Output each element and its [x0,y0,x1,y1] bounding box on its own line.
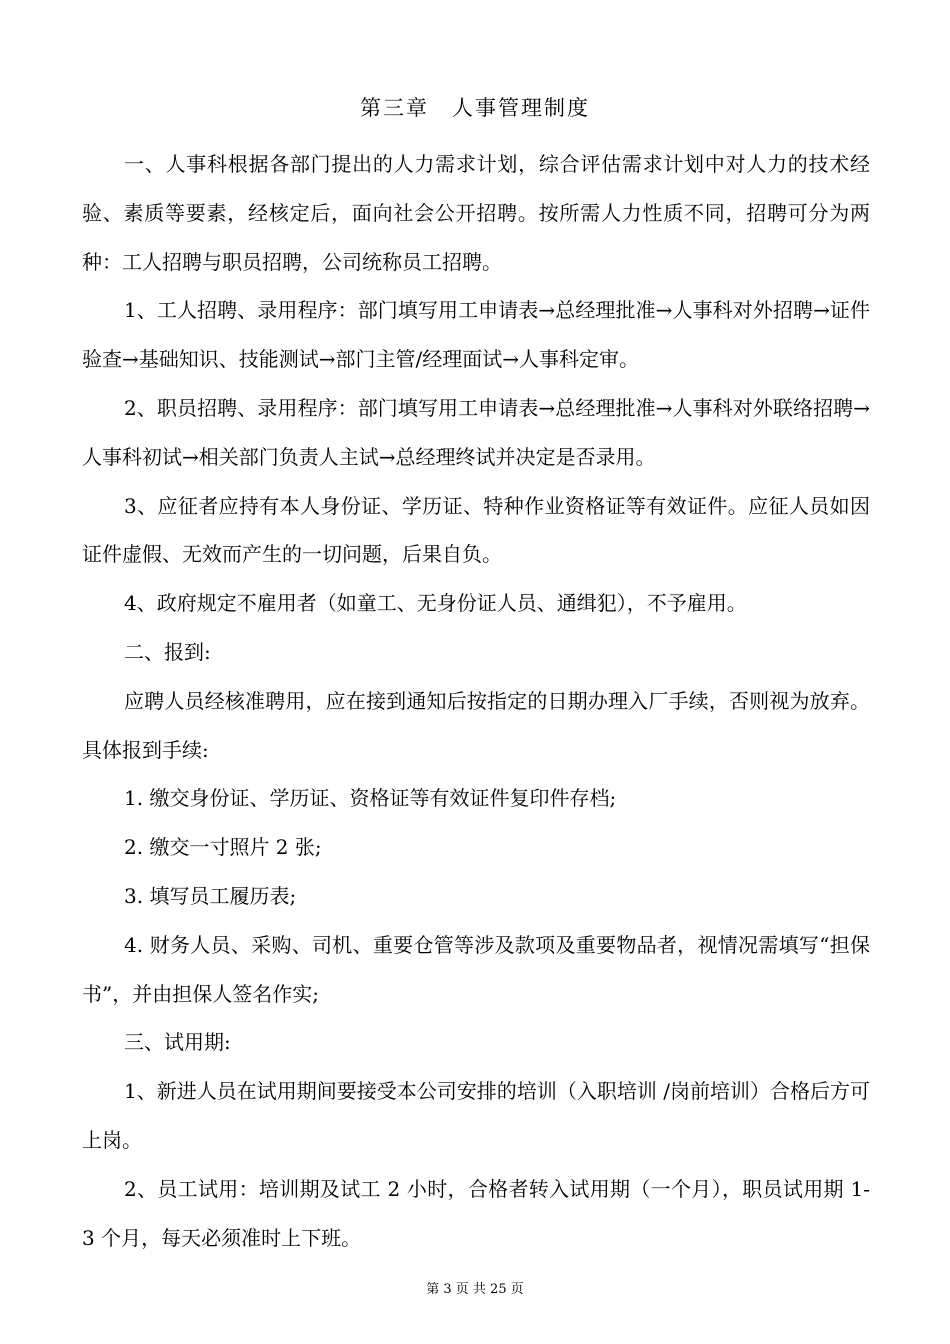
paragraph-probation-period: 2、员工试用：培训期及试工 2 小时，合格者转入试用期（一个月），职员试用期 1-3 个月，每天必须准时上下班。 [82,1176,870,1250]
paragraph-required-documents: 3、应征者应持有本人身份证、学历证、特种作业资格证等有效证件。应征人员如因证件虚假、无效而产生的一切问题，后果自负。 [82,493,870,567]
paragraph-prohibited-hires: 4、政府规定不雇用者（如童工、无身份证人员、通缉犯），不予雇用。 [124,591,747,616]
paragraph-probation-training: 1、新进人员在试用期间要接受本公司安排的培训（入职培训 /岗前培训）合格后方可上岗。 [82,1079,870,1152]
section-heading-reporting: 二、报到: [124,639,211,664]
chapter-title: 第三章 人事管理制度 [360,96,590,120]
paragraph-staff-recruitment: 2、职员招聘、录用程序：部门填写用工申请表→总经理批准→人事科对外联络招聘→人事科初试→相关部门负责人主试→总经理终试并决定是否录用。 [82,395,870,469]
paragraph-worker-recruitment: 1、工人招聘、录用程序：部门填写用工申请表→总经理批准→人事科对外招聘→证件验查→基础知识、技能测试→部门主管/经理面试→人事科定审。 [82,298,870,372]
list-item-id-copies: 1. 缴交身份证、学历证、资格证等有效证件复印件存档; [124,786,617,811]
list-item-guarantee-letter: 4. 财务人员、采购、司机、重要仓管等涉及款项及重要物品者，视情况需填写“担保书”，并由担保人签名作实; [82,932,870,1006]
section-heading-probation: 三、试用期: [124,1030,231,1055]
paragraph-recruitment-intro: 一、人事科根据各部门提出的人力需求计划，综合评估需求计划中对人力的技术经验、素质等要素，经核定后，面向社会公开招聘。按所需人力性质不同，招聘可分为两种：工人招聘与职员招聘，公司统称员工招聘。 [82,152,870,274]
list-item-resume-form: 3. 填写员工履历表; [124,883,297,908]
document-body [82,140,870,1262]
paragraph-reporting-intro: 应聘人员经核准聘用，应在接到通知后按指定的日期办理入厂手续，否则视为放弃。具体报到手续: [82,688,870,762]
page-number-footer: 第 3 页 共 25 页 [426,1282,524,1297]
list-item-photos: 2. 缴交一寸照片 2 张; [124,835,322,860]
